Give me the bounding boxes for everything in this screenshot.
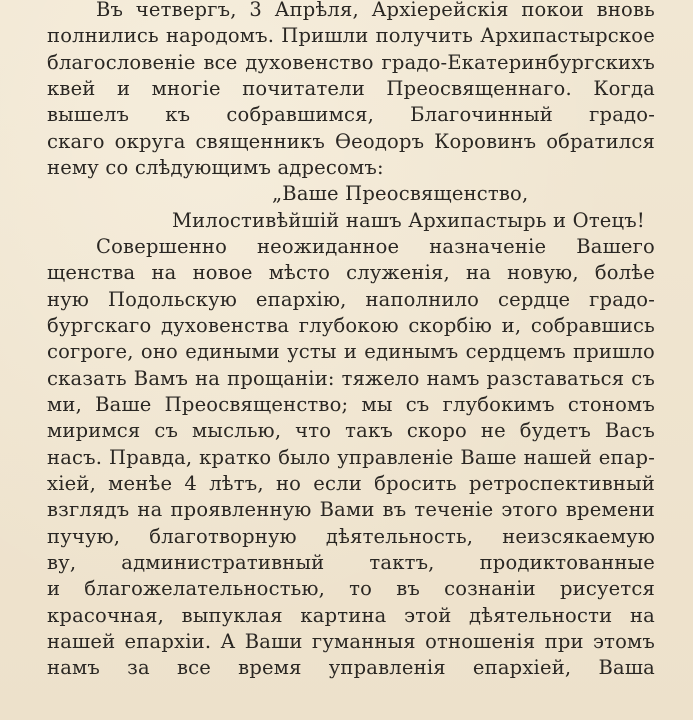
text-line: сказать Вамъ на прощаніи: тяжело намъ разставаться съ [47,367,655,390]
text-line: щенства на новое мѣсто служенія, на новую, болѣе [47,261,655,284]
text-line: ву, административный тактъ, продиктованные [47,551,655,574]
text-line: благословеніе все духовенство градо-Екатеринбургскихъ [47,51,655,74]
text-line: нашей епархіи. А Ваши гуманныя отношенія при этомъ [47,630,655,653]
text-line: Совершенно неожиданное назначеніе Вашего [96,235,655,258]
text-line: вышелъ къ собравшимся, Благочинный градо- [47,103,655,126]
text-line: взглядъ на проявленную Вами въ теченіе этого времени [47,498,655,521]
text-line: миримся съ мыслью, что такъ скоро не будетъ Васъ [47,419,655,442]
text-line: ми, Ваше Преосвященство; мы съ глубокимъ стономъ [47,393,655,416]
text-line: пучую, благотворную дѣятельность, неизсякаемую [47,525,655,548]
text-line: квей и многіе почитатели Преосвященнаго. Когда [47,77,655,100]
text-line: нему со слѣдующимъ адресомъ: [47,156,384,179]
text-line: Въ четвергъ, 3 Апрѣля, Архіерейскія покои вновь [96,0,655,21]
text-line: хіей, менѣе 4 лѣтъ, но если бросить ретроспективный [47,472,655,495]
text-line: красочная, выпуклая картина этой дѣятельности на [47,604,655,627]
text-line: Милостивѣйшій нашъ Архипастырь и Отецъ! [172,209,645,232]
text-line: полнились народомъ. Пришли получить Архипастырское [47,24,655,47]
text-line: „Ваше Преосвященство, [272,182,529,205]
text-line: и благожелательностью, то въ сознаніи рисуется [47,577,655,600]
text-line: ную Подольскую епархію, наполнило сердце градо- [47,288,655,311]
text-line: бургскаго духовенства глубокою скорбію и, собравшись [47,314,655,337]
text-line: согроге, оно едиными усты и единымъ сердцемъ пришло [47,340,655,363]
text-line: намъ за все время управленія епархіей, Ваша [47,656,655,679]
text-line: скаго округа священникъ Ѳеодоръ Коровинъ обратился [47,130,655,153]
text-line: насъ. Правда, кратко было управленіе Ваше нашей епар- [47,446,655,469]
